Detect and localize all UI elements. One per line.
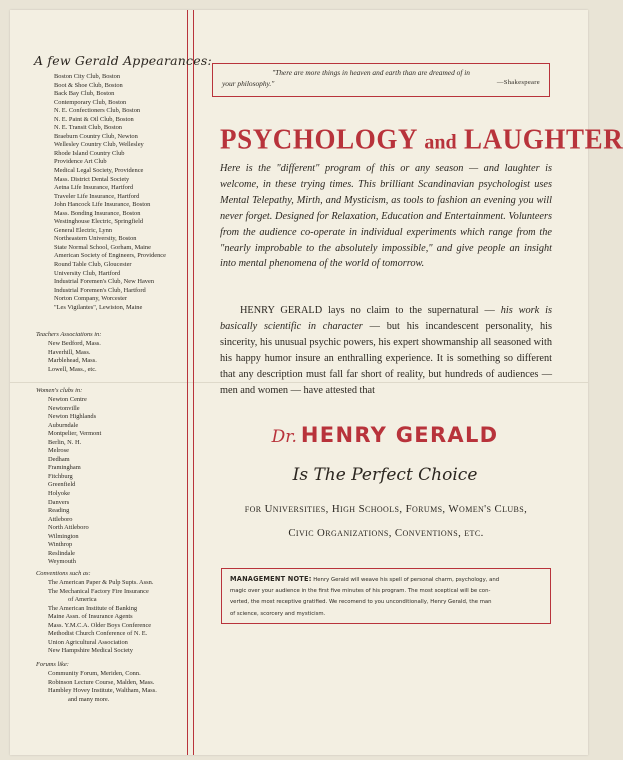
paragraph-text: HENRY GERALD lays no claim to the supernatural — bbox=[240, 305, 501, 316]
list-item: Mass. Bonding Insurance, Boston bbox=[54, 209, 141, 217]
conventions-heading: Conventions such as: bbox=[36, 570, 91, 577]
performer-name bbox=[220, 423, 550, 447]
list-item: Union Agricultural Association bbox=[48, 638, 128, 646]
list-item: Wilmington bbox=[48, 532, 79, 540]
list-item: State Normal School, Gorham, Maine bbox=[54, 243, 151, 251]
list-item: Community Forum, Meriden, Conn. bbox=[48, 670, 141, 677]
list-item: Aetna Life Insurance, Hartford bbox=[54, 184, 134, 192]
teachers-heading: Teachers Associations in: bbox=[36, 331, 102, 338]
list-item: Contemporary Club, Boston bbox=[54, 98, 127, 106]
forums-heading: Forums like: bbox=[36, 661, 69, 668]
list-item: N. E. Transit Club, Boston bbox=[54, 124, 123, 132]
description-paragraph bbox=[220, 303, 552, 398]
list-item: Mass. Y.M.C.A. Older Boys Conference bbox=[48, 621, 152, 629]
list-item: North Attleboro bbox=[48, 524, 89, 532]
quote-line bbox=[222, 79, 540, 88]
list-item: Boot & Shoe Club, Boston bbox=[54, 81, 123, 89]
list-item: N. E. Confectioners Club, Boston bbox=[54, 107, 141, 115]
headline-part: LAUGHTER bbox=[456, 123, 623, 155]
list-item: Greenfield bbox=[48, 481, 76, 489]
list-item: Westinghouse Electric, Springfield bbox=[54, 218, 144, 226]
list-item: Melrose bbox=[48, 447, 69, 455]
list-item: Norton Company, Worcester bbox=[54, 295, 127, 303]
paragraph-emphasis: his work is basically scientific in character bbox=[220, 305, 552, 332]
paragraph-text: — but his incandescent personality, his sincerity, his unusual psychic powers, his expert showmanship all seasoned with his happy humor insure an enthralling experience. It is something so different that any description must fall far short of reality, but hundreds of audiences — men and women — have attested that bbox=[220, 320, 553, 396]
list-item: Boston City Club, Boston bbox=[54, 73, 121, 80]
double-rule-divider bbox=[187, 10, 194, 755]
list-item: Industrial Foremen's Club, New Haven bbox=[54, 278, 155, 286]
list-item: Hambley Hovey Institute, Waltham, Mass. bbox=[48, 687, 157, 695]
flyer-page bbox=[10, 10, 623, 755]
appearances-list bbox=[54, 73, 166, 312]
list-item: Traveler Life Insurance, Hartford bbox=[54, 192, 140, 200]
list-item: Auburndale bbox=[48, 421, 79, 429]
list-item: N. E. Paint & Oil Club, Boston bbox=[54, 115, 134, 123]
list-item: American Society of Engineers, Providence bbox=[54, 252, 166, 260]
list-item: Montpelier, Vermont bbox=[48, 430, 102, 438]
list-item: Reading bbox=[48, 507, 70, 515]
list-item: Fitchburg bbox=[48, 472, 73, 480]
headline bbox=[220, 123, 623, 156]
list-item: Round Table Club, Gloucester bbox=[54, 261, 132, 269]
list-item: Back Bay Club, Boston bbox=[54, 90, 115, 98]
list-item: Framingham bbox=[48, 464, 81, 472]
womens-heading: Women's clubs in: bbox=[36, 387, 83, 394]
henry-gerald-name: HENRY GERALD bbox=[300, 423, 499, 447]
shakespeare-quote-box bbox=[212, 63, 550, 97]
management-line: of science, scorcery and mysticism. bbox=[230, 610, 326, 617]
list-item: Industrial Foremen's Club, Hartford bbox=[54, 286, 146, 294]
list-item: Newton Centre bbox=[48, 396, 87, 403]
list-item: and many more. bbox=[68, 695, 110, 703]
list-item: Providence Art Club bbox=[54, 158, 107, 166]
management-line: magic over your audience in the first five minutes of his program. The most sceptical will be con- bbox=[230, 588, 491, 595]
list-item: Dedham bbox=[48, 455, 70, 463]
quote-line: "There are more things in heaven and earth than are dreamed of in bbox=[272, 68, 470, 77]
list-item: Maine Assn. of Insurance Agents bbox=[48, 613, 133, 621]
list-item: Wellesley Country Club, Wellesley bbox=[54, 141, 144, 149]
perfect-choice-tagline: Is The Perfect Choice bbox=[292, 465, 478, 485]
management-line bbox=[230, 574, 542, 586]
conventions-list bbox=[48, 579, 153, 656]
list-item: Robinson Lecture Course, Malden, Mass. bbox=[48, 678, 155, 686]
list-item: University Club, Hartford bbox=[54, 269, 121, 277]
quote-text: your philosophy." bbox=[222, 79, 275, 88]
audience-line: Civic Organizations, Conventions, etc. bbox=[288, 527, 484, 539]
list-item: Medical Legal Society, Providence bbox=[54, 167, 144, 175]
management-label: MANAGEMENT NOTE: bbox=[230, 575, 312, 583]
womens-list bbox=[48, 396, 101, 567]
list-item: Attleboro bbox=[48, 515, 73, 523]
list-item: Reslindale bbox=[48, 549, 75, 557]
list-item: Weymouth bbox=[48, 558, 76, 566]
list-item: The American Institute of Banking bbox=[48, 604, 138, 612]
list-item: Newtonville bbox=[48, 404, 80, 412]
list-item: "Les Vigilantes", Lewiston, Maine bbox=[54, 303, 143, 311]
audience-line: for Universities, High Schools, Forums, Women's Clubs, bbox=[244, 503, 528, 515]
dr-prefix: Dr. bbox=[271, 427, 297, 447]
quote-attribution: —Shakespeare bbox=[496, 79, 540, 86]
list-item: Haverhill, Mass. bbox=[48, 348, 91, 356]
list-item: Berlin, N. H. bbox=[48, 438, 82, 446]
list-item: Northeastern University, Boston bbox=[54, 235, 137, 243]
management-note-box bbox=[221, 568, 551, 624]
headline-and: and bbox=[424, 130, 457, 154]
list-item: Danvers bbox=[48, 498, 70, 506]
list-item: Mass. District Dental Society bbox=[54, 175, 130, 183]
forums-list bbox=[48, 670, 157, 704]
list-item: The Mechanical Factory Fire Insurance bbox=[48, 587, 149, 595]
headline-part: PSYCHOLOGY bbox=[220, 123, 425, 155]
list-item: John Hancock Life Insurance, Boston bbox=[54, 201, 151, 209]
list-item: of America bbox=[68, 596, 97, 604]
list-item: Winthrop bbox=[48, 541, 73, 549]
list-item: New Hampshire Medical Society bbox=[48, 647, 134, 655]
list-item: Lowell, Mass., etc. bbox=[48, 365, 97, 373]
list-item: The American Paper & Pulp Supts. Assn. bbox=[48, 579, 154, 586]
list-item: New Bedford, Mass. bbox=[48, 340, 101, 347]
teachers-list bbox=[48, 340, 101, 374]
list-item: Marblehead, Mass. bbox=[48, 357, 97, 365]
list-item: Methodist Church Conference of N. E. bbox=[48, 630, 148, 638]
list-item: General Electric, Lynn bbox=[54, 226, 113, 234]
list-item: Rhode Island Country Club bbox=[54, 149, 125, 157]
management-line: verted, the most receptive gratified. We recomend to you unconditionally, Henry Gerald, the man bbox=[230, 599, 492, 606]
intro-paragraph: Here is the "different" program of this or any season — and laughter is welcome, in these trying times. This brilliant Scandinavian psychologist uses Mental Telepathy, Mirth, and Mysticism, as tools to fashion an evening you will never forget. Designed for Relaxation, Education and Entertainment. Volunteers from the audience co-operate in individual experiments which range from the "nearly improbable to the absolutely impossible," and give people an insight into mental phenomena of the world of tomorrow. bbox=[220, 163, 552, 270]
list-item: Holyoke bbox=[48, 490, 71, 498]
list-item: Braeburn Country Club, Newton bbox=[54, 132, 138, 140]
management-text: Henry Gerald will weave his spell of personal charm, psychology, and bbox=[313, 577, 500, 583]
list-item: Newton Highlands bbox=[48, 413, 97, 421]
appearances-title: A few Gerald Appearances: bbox=[34, 53, 212, 68]
